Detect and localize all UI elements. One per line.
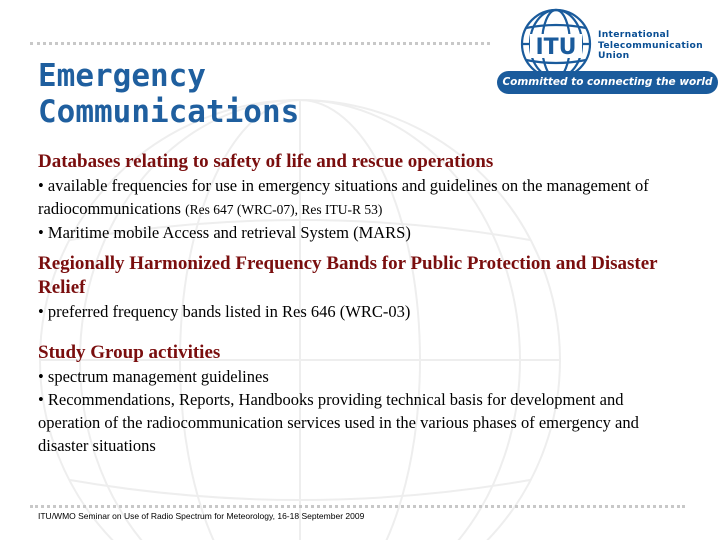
org-line-2: Telecommunication [598,39,703,51]
bullet-spectrum-guidelines: • spectrum management guidelines [38,367,269,386]
section-heading-frequency-bands: Regionally Harmonized Frequency Bands for Public Protection and Disaster Relief [38,253,658,298]
slide-content [38,150,658,457]
bullet-preferred-bands: • preferred frequency bands listed in Res 646 (WRC-03) [38,302,411,321]
bullet-mars: • Maritime mobile Access and retrieval System (MARS) [38,223,411,242]
itu-org-name [598,30,703,62]
itu-tagline-badge: Committed to connecting the world [497,71,718,94]
section-heading-study-group: Study Group activities [38,342,221,363]
title-line-1: Emergency [38,58,206,94]
footer-dotted-rule [30,505,685,508]
slide-title [38,58,299,130]
bullet-available-frequencies [38,174,658,221]
itu-logo-text: ITU [535,35,577,60]
org-line-1: International [598,29,670,40]
resolution-reference: (Res 647 (WRC-07), Res ITU-R 53) [185,202,383,217]
section-heading-databases: Databases relating to safety of life and rescue operations [38,151,494,172]
bullet-available-frequencies-text: • available frequencies for use in emergency situations and guidelines on the management of radiocommunications [38,176,649,218]
bullet-recommendations: • Recommendations, Reports, Handbooks providing technical basis for development and operation of the radiocommunication services used in the various phases of emergency and disaster situations [38,390,639,455]
title-line-2: Communications [38,94,300,130]
footer-text: ITU/WMO Seminar on Use of Radio Spectrum for Meteorology, 16-18 September 2009 [38,511,365,521]
header-dotted-rule [30,42,490,45]
org-line-3: Union [598,50,630,61]
